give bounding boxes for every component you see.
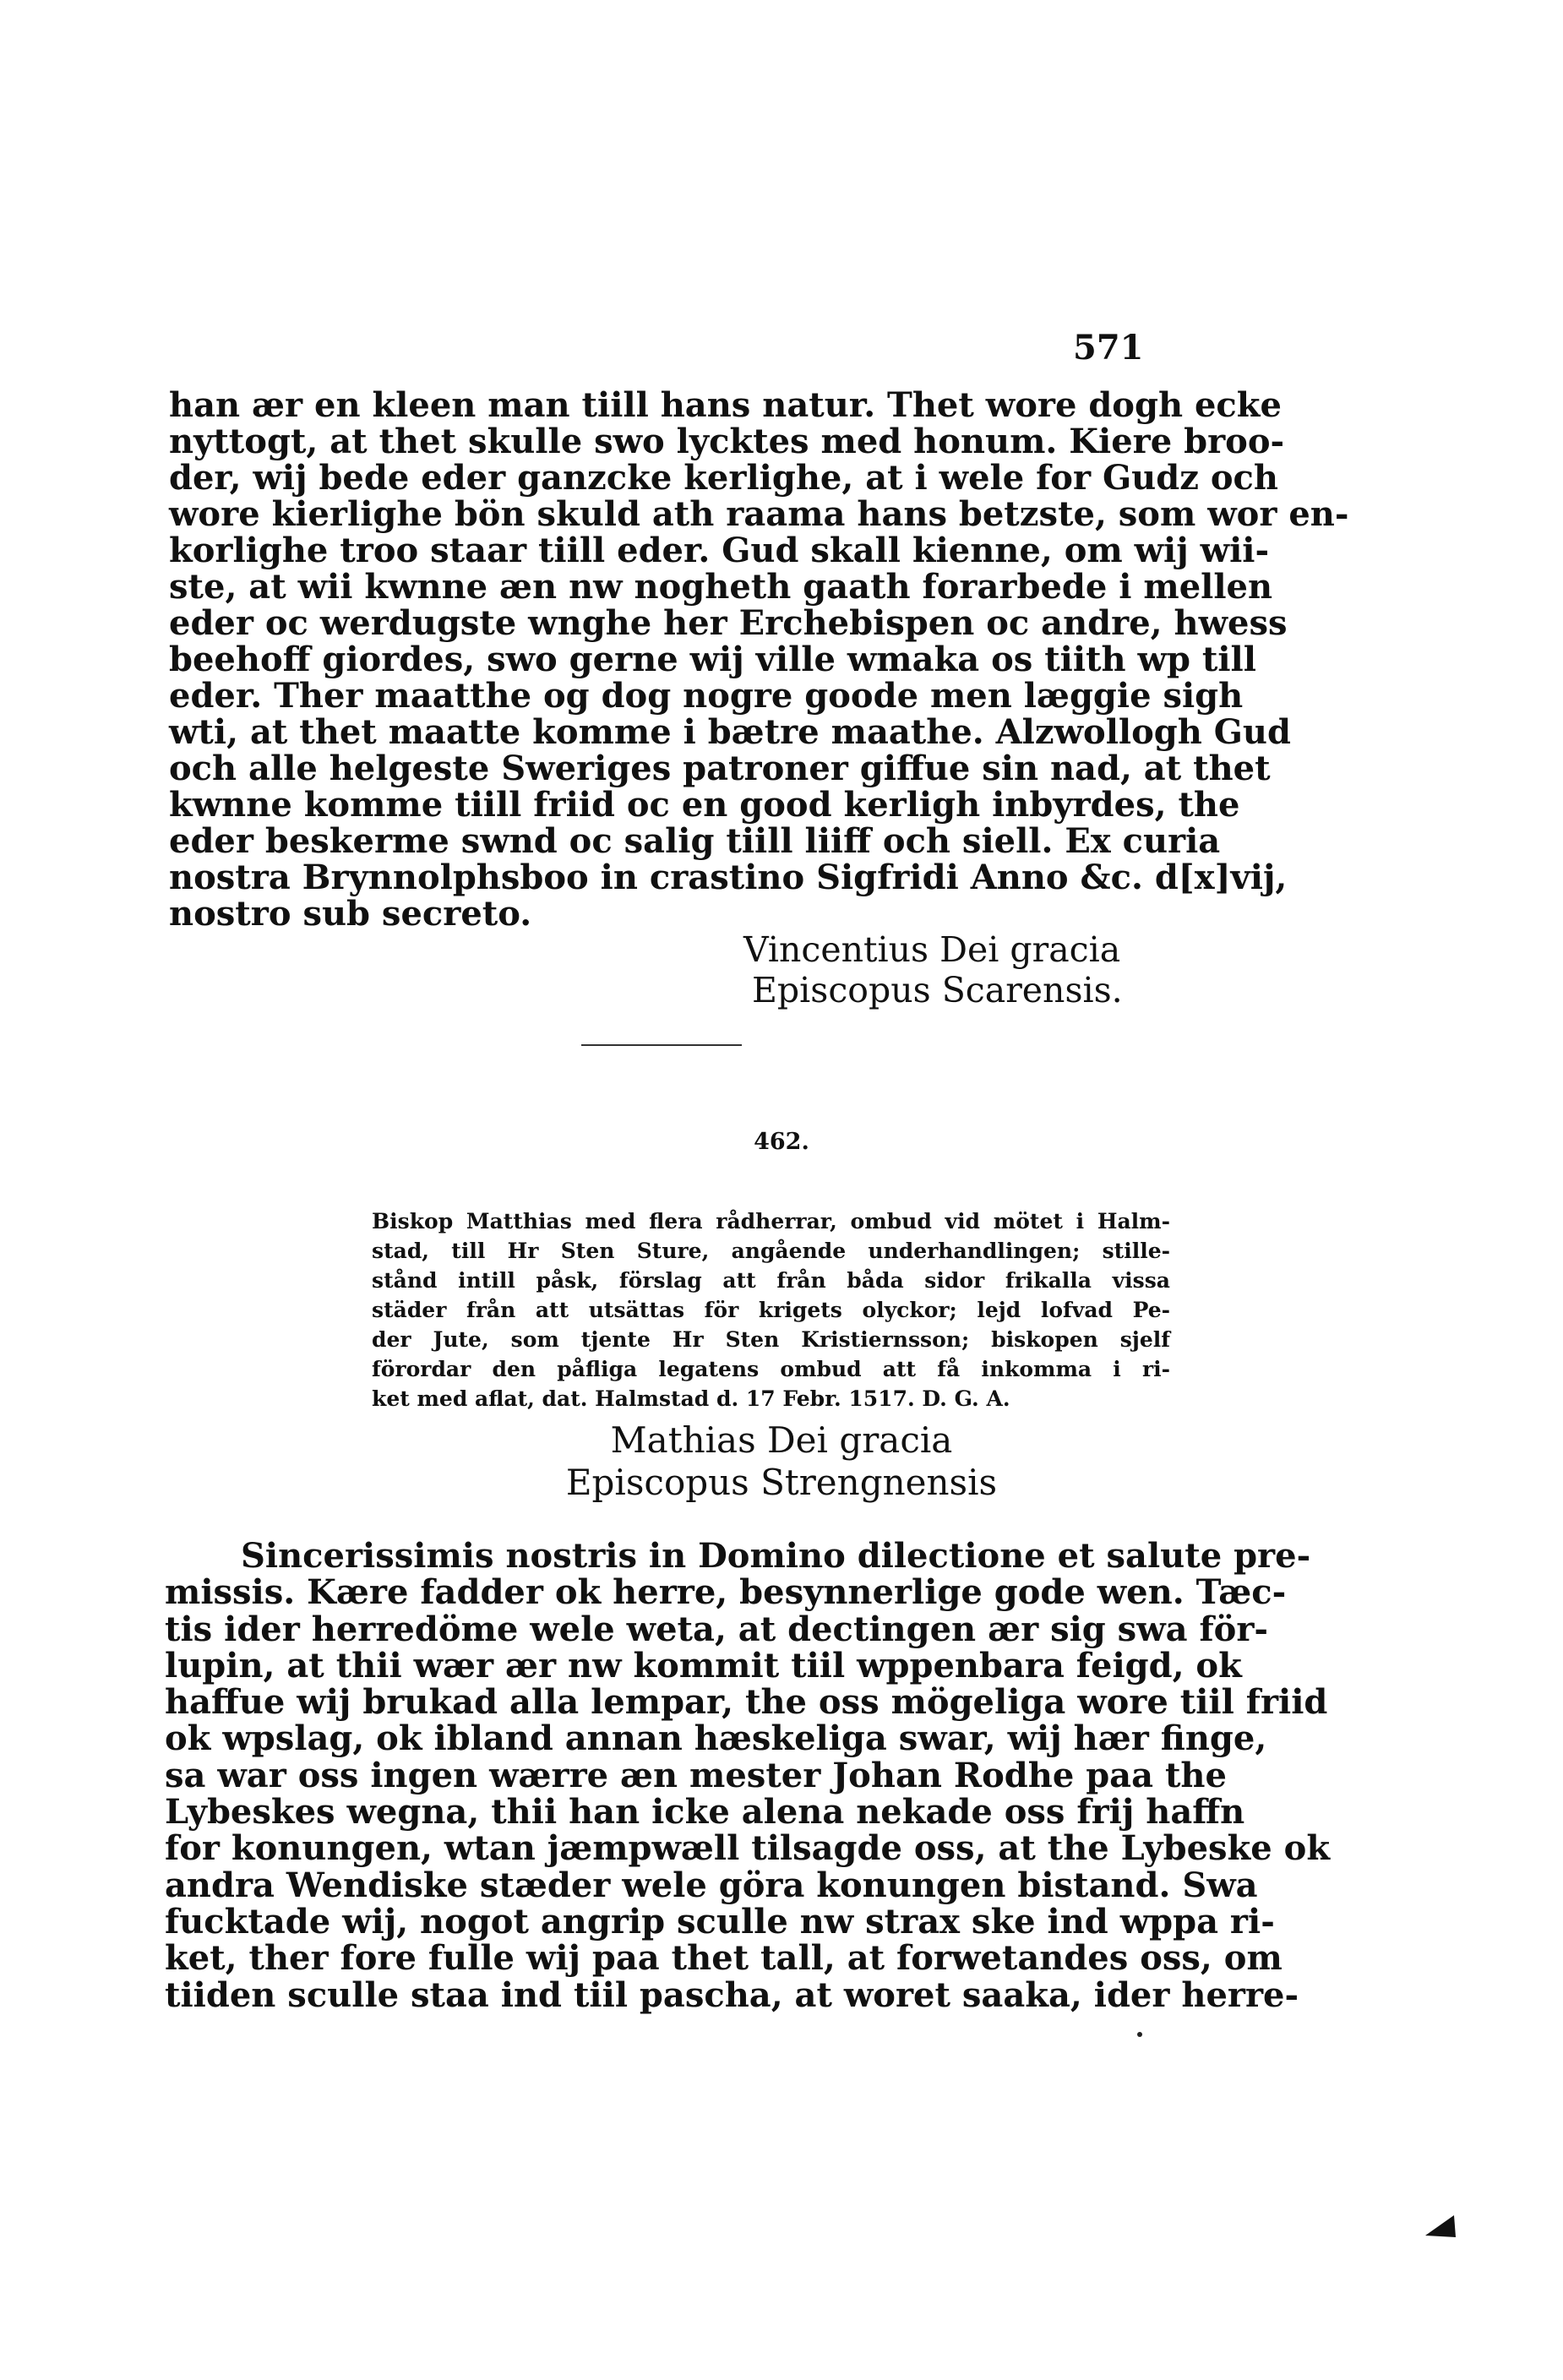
heading-line: Mathias Dei gracia <box>610 1419 953 1461</box>
body-line: haffue wij brukad alla lempar, the oss mögeliga wore tiil friid <box>165 1682 1328 1723</box>
text-line: nyttogt, at thet skulle swo lycktes med honum. Kiere broo- <box>169 422 1285 461</box>
signature-line: Episcopus Scarensis. <box>752 970 1123 1010</box>
body-line: tiiden sculle staa ind tiil pascha, at woret saaka, ider herre- <box>165 1974 1299 2015</box>
text-line: eder beskerme swnd oc salig tiill liiff och siell. Ex curia <box>169 821 1221 861</box>
body-line: sa war oss ingen wærre æn mester Johan Rodhe paa the <box>165 1755 1227 1795</box>
letter-summary <box>372 1206 1170 1413</box>
body-line: lupin, at thii wær ær nw kommit tiil wppenbara feigd, ok <box>165 1645 1242 1686</box>
ink-dot <box>1137 2032 1142 2037</box>
signature-vincentius <box>743 929 1123 1010</box>
text-line: han ær en kleen man tiill hans natur. Thet wore dogh ecke <box>169 385 1282 425</box>
letter-461-ending <box>169 385 1349 934</box>
body-line: for konungen, wtan jæmpwæll tilsagde oss, at the Lybeske ok <box>165 1828 1331 1869</box>
summary-line: förordar den påfliga legatens ombud att få inkomma i ri- <box>372 1357 1170 1381</box>
summary-line: stånd intill påsk, förslag att från båda sidor frikalla vissa <box>372 1268 1170 1293</box>
body-line: Sincerissimis nostris in Domino dilectione et salute pre- <box>241 1536 1311 1576</box>
text-line: der, wij bede eder ganzcke kerlighe, at i wele for Gudz och <box>169 458 1278 498</box>
text-line: ste, at wii kwnne æn nw nogheth gaath forarbede i mellen <box>169 567 1273 607</box>
body-line: missis. Kære fadder ok herre, besynnerlige gode wen. Tæc- <box>165 1572 1287 1613</box>
summary-line: städer från att utsättas för krigets olyckor; lejd lofvad Pe- <box>372 1298 1170 1322</box>
body-line: tis ider herredöme wele weta, at dectingen ær sig swa för- <box>165 1609 1269 1649</box>
text-line: wore kierlighe bön skuld ath raama hans betzste, som wor en- <box>169 494 1349 534</box>
text-line: nostra Brynnolphsboo in crastino Sigfridi Anno &c. d[x]vij, <box>169 858 1288 897</box>
body-line: Lybeskes wegna, thii han icke alena nekade oss frij haffn <box>165 1792 1245 1833</box>
summary-line: ket med aflat, dat. Halmstad d. 17 Febr. 1517. D. G. A. <box>372 1386 1010 1411</box>
summary-line: der Jute, som tjente Hr Sten Kristiernsson; biskopen sjelf <box>372 1327 1170 1352</box>
text-line: kwnne komme tiill friid oc en good kerligh inbyrdes, the <box>169 785 1240 825</box>
summary-line: stad, till Hr Sten Sture, angående underhandlingen; stille- <box>372 1239 1170 1263</box>
text-line: wti, at thet maatte komme i bætre maathe. Alzwollogh Gud <box>169 712 1291 752</box>
heading-line: Episcopus Strengnensis <box>565 1462 998 1503</box>
text-line: och alle helgeste Sweriges patroner giffue sin nad, at thet <box>169 749 1271 788</box>
body-line: andra Wendiske stæder wele göra konungen bistand. Swa <box>165 1865 1258 1905</box>
body-line: ket, ther fore fulle wij paa thet tall, at forwetandes oss, om <box>165 1938 1283 1979</box>
section-divider <box>581 1044 742 1046</box>
letter-heading <box>0 1419 1563 1504</box>
corner-ink-mark-icon <box>1424 2214 1457 2239</box>
letter-number: 462. <box>754 1129 809 1155</box>
text-line: eder oc werdugste wnghe her Erchebispen oc andre, hwess <box>169 603 1288 643</box>
text-line: beehoff giordes, swo gerne wij ville wmaka os tiith wp till <box>169 640 1256 679</box>
page-number: 571 <box>1073 328 1144 368</box>
letter-462-body <box>165 1536 1331 2015</box>
body-line: ok wpslag, ok ibland annan hæskeliga swar, wij hær finge, <box>165 1718 1267 1759</box>
body-line: fucktade wij, nogot angrip sculle nw strax ske ind wppa ri- <box>165 1901 1275 1942</box>
text-line: nostro sub secreto. <box>169 894 532 934</box>
text-line: korlighe troo staar tiill eder. Gud skall kienne, om wij wii- <box>169 531 1270 570</box>
summary-line: Biskop Matthias med flera rådherrar, ombud vid mötet i Halm- <box>372 1209 1170 1234</box>
signature-line: Vincentius Dei gracia <box>743 929 1121 970</box>
text-line: eder. Ther maatthe og dog nogre goode men læggie sigh <box>169 676 1244 716</box>
